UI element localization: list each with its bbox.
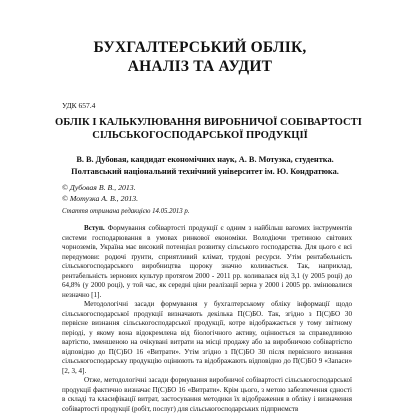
- intro-heading: Вступ.: [84, 224, 105, 232]
- authors: [60, 154, 350, 178]
- received-date: Стаття отримана редакцією 14.05.2013 р.: [62, 208, 190, 215]
- copyright-line-2: © Мотузка А. В., 2013.: [62, 193, 139, 203]
- article-title-line-2: СІЛЬСЬКОГОСПОДАРСЬКОЇ ПРОДУКЦІЇ: [92, 129, 308, 141]
- udc-code: УДК 657.4: [62, 101, 96, 110]
- authors-names: В. В. Дубовая, кандидат економічних наук, А. В. Мотузка, студентка.: [76, 155, 334, 164]
- body-paragraph-2: Методологічні засади формування у бухгалтерському обліку інформації щодо сільськогосподарської продукції визначають декілька П(С)БО. Так, згідно з П(С)БО 30 первісне визнання сільськогосподарської продукції, котре відображається у тому звітному періоді, у якому вона відокремлена від біологічного активу, оцінюється за справедливою вартістю, зменшеною на очікувані витрати на місці продажу або за виробничою собівартістю відповідно до П(С)БО 16 «Витрати». Утім згідно з П(С)БО 30 після первісного визнання сільськогосподарську продукцію оцінюють та відображають відповідно до П(С)БО 9 «Запаси» [2, 3, 4].: [62, 300, 352, 375]
- section-title-line-1: БУХГАЛТЕРСЬКИЙ ОБЛІК,: [93, 39, 307, 56]
- body-paragraph-3: Отже, методологічні засади формування виробничої собівартості сільськогосподарської продукції фактично визначає П(С)БО 16 «Витрати». Крім цього, з метою забезпечення єдності в складі та класифікації витрат, застосування методики їх відображення в обліку і визначення собівартості продукції (робіт, послуг) для сільськогосподарських підприємств: [62, 376, 352, 413]
- body-paragraph-1: [62, 224, 352, 300]
- copyright: [62, 183, 138, 204]
- copyright-line-1: © Дубовая В. В., 2013.: [62, 183, 136, 192]
- article-body: [62, 224, 352, 413]
- section-title: [0, 38, 400, 76]
- authors-affiliation: Полтавський національний технічний університет ім. Ю. Кондратюка.: [71, 167, 339, 176]
- section-title-line-2: АНАЛІЗ ТА АУДИТ: [127, 58, 273, 75]
- article-title-line-1: ОБЛІК І КАЛЬКУЛЮВАННЯ ВИРОБНИЧОЇ СОБІВАРТОСТІ: [55, 117, 362, 128]
- intro-text: Формування собівартості продукції є одним з найбільш вагомих інструментів системи господарювання в умовах ринкової економіки. Володіючи третиною світових чорноземів, Україна має високий потенціал розвитку сільського господарства. Для цього є всі передумови: родючі ґрунти, сприятливий клімат, трудові ресурси. Утім рентабельність сільськогосподарського виробництва щороку значно коливається. Так, наприклад, рентабельність зернових культур протягом 2000 - 2011 рр. коливалася від 3,1 (у 2005 році) до 64,8% (у 2000 році), у той час, як середні ціни реалізації зерна у 2000 і 2005 рр. змінювалися незначно [1].: [62, 224, 352, 299]
- article-title: [55, 117, 362, 142]
